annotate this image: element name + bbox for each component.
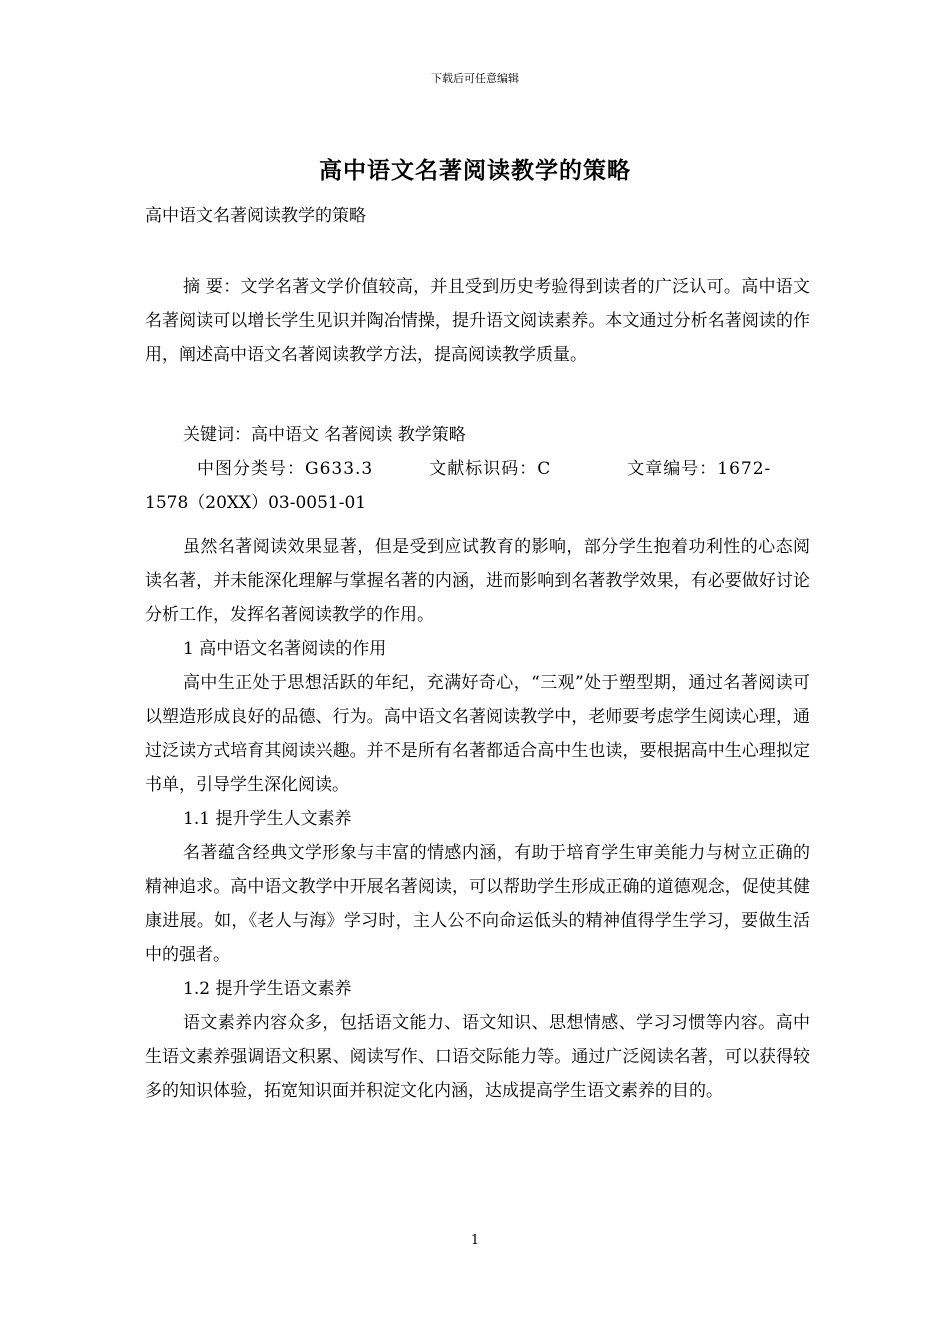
classification-block <box>145 452 810 520</box>
main-content <box>145 530 810 1108</box>
subsection-paragraph: 语文素养内容众多，包括语文能力、语文知识、思想情感、学习习惯等内容。高中生语文素养强调语文积累、阅读写作、口语交际能力等。通过广泛阅读名著，可以获得较多的知识体验，拓宽知识面并积淀文化内涵，达成提高学生语文素养的目的。 <box>145 1013 810 1101</box>
subsection-heading: 1.2 提升学生语文素养 <box>183 979 352 999</box>
article-number-tail: 1578（20XX）03-0051-01 <box>145 493 367 513</box>
intro-paragraph: 虽然名著阅读效果显著，但是受到应试教育的影响，部分学生抱着功利性的心态阅读名著，并未能深化理解与掌握名著的内涵，进而影响到名著教学效果，有必要做好讨论分析工作，发挥名著阅读教学的作用。 <box>145 537 810 625</box>
document-subtitle: 高中语文名著阅读教学的策略 <box>145 206 366 226</box>
section-paragraph: 高中生正处于思想活跃的年纪，充满好奇心，“三观”处于塑型期，通过名著阅读可以塑造形成良好的品德、行为。高中语文名著阅读教学中，老师要考虑学生阅读心理，通过泛读方式培育其阅读兴趣。并不是所有名著都适合高中生也读，要根据高中生心理拟定书单，引导学生深化阅读。 <box>145 673 810 795</box>
article-number: 文章编号：1672- <box>627 459 772 479</box>
document-code: 文献标识码：C <box>429 459 552 479</box>
subsection-paragraph: 名著蕴含经典文学形象与丰富的情感内涵，有助于培育学生审美能力与树立正确的精神追求。高中语文教学中开展名著阅读，可以帮助学生形成正确的道德观念，促使其健康进展。如，《老人与海》学习时，主人公不向命运低头的精神值得学生学习，要做生活中的强者。 <box>145 843 810 965</box>
page-number: 1 <box>470 1233 480 1248</box>
keywords-block <box>145 418 810 452</box>
classification-row <box>145 452 810 486</box>
article-number-continuation <box>145 486 810 520</box>
abstract-block <box>145 270 810 372</box>
subsection-heading: 1.1 提升学生人文素养 <box>183 809 352 829</box>
section-heading: 1 高中语文名著阅读的作用 <box>183 639 387 659</box>
keywords-line: 关键词：高中语文 名著阅读 教学策略 <box>183 425 466 445</box>
clc-number: 中图分类号：G633.3 <box>197 459 374 479</box>
header-note: 下载后可任意编辑 <box>431 72 519 85</box>
abstract-paragraph: 摘 要：文学名著文学价值较高，并且受到历史考验得到读者的广泛认可。高中语文名著阅读可以增长学生见识并陶冶情操，提升语文阅读素养。本文通过分析名著阅读的作用，阐述高中语文名著阅读教学方法，提高阅读教学质量。 <box>145 277 810 365</box>
document-title: 高中语文名著阅读教学的策略 <box>319 157 631 184</box>
